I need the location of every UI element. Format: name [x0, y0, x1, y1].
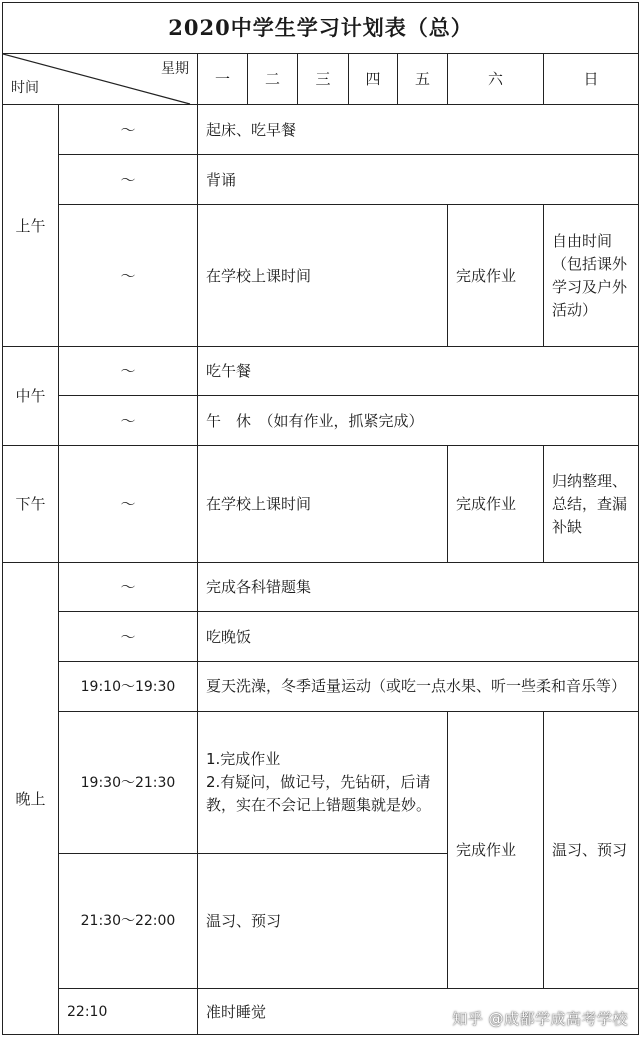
watermark: 知乎 @成都学成高考学校: [452, 1010, 628, 1028]
sun-evening: 温习、预习: [544, 712, 639, 989]
activity-bath: 夏天洗澡，冬季适量运动（或吃一点水果、听一些柔和音乐等）: [198, 662, 639, 712]
header-row: [3, 54, 639, 105]
time-range: ～: [59, 155, 198, 205]
activity-mistakes: 完成各科错题集: [198, 563, 639, 612]
table-row: [3, 662, 639, 712]
weekday-label: 星期: [161, 61, 189, 77]
sat-evening: 完成作业: [448, 712, 544, 989]
time-range: ～: [59, 347, 198, 396]
sun-school-am: 自由时间（包括课外学习及户外活动）: [544, 205, 639, 347]
table-row: [3, 105, 639, 155]
table-title: 2020中学生学习计划表（总）: [3, 3, 639, 54]
table-row: [3, 712, 639, 854]
table-row: [3, 563, 639, 612]
table-row: [3, 612, 639, 662]
sat-school-pm: 完成作业: [448, 446, 544, 563]
day-wed: 三: [298, 54, 349, 105]
day-sat: 六: [448, 54, 544, 105]
table-row: [3, 446, 639, 563]
sat-school-am: 完成作业: [448, 205, 544, 347]
day-thu: 四: [349, 54, 398, 105]
table-row: [3, 205, 639, 347]
activity-homework: [198, 712, 448, 854]
time-range: ～: [59, 612, 198, 662]
homework-step-1: 1.完成作业: [206, 750, 281, 768]
time-range: 22:10: [59, 989, 198, 1035]
period-evening: 晚上: [3, 563, 59, 1035]
activity-review: 温习、预习: [198, 854, 448, 989]
time-label: 时间: [11, 80, 39, 96]
homework-step-2: 2.有疑问，做记号，先钻研，后请教，实在不会记上错题集就是妙。: [206, 773, 432, 814]
period-afternoon: 下午: [3, 446, 59, 563]
table-row: [3, 347, 639, 396]
day-mon: 一: [198, 54, 248, 105]
day-fri: 五: [398, 54, 448, 105]
time-range: ～: [59, 563, 198, 612]
table-row: [3, 155, 639, 205]
time-range: ～: [59, 446, 198, 563]
sun-school-pm: 归纳整理、总结，查漏补缺: [544, 446, 639, 563]
day-tue: 二: [248, 54, 298, 105]
day-sun: 日: [544, 54, 639, 105]
time-range: 21:30～22:00: [59, 854, 198, 989]
activity-recite: 背诵: [198, 155, 639, 205]
activity-school-am: 在学校上课时间: [198, 205, 448, 347]
activity-sleep: 准时睡觉: [198, 989, 639, 1035]
activity-lunch: 吃午餐: [198, 347, 639, 396]
time-range: 19:10～19:30: [59, 662, 198, 712]
schedule-table: [2, 2, 639, 1035]
table-row: [3, 396, 639, 446]
schedule-frame: [2, 2, 638, 1034]
time-range: ～: [59, 205, 198, 347]
time-range: ～: [59, 105, 198, 155]
activity-nap: 午 休 （如有作业，抓紧完成）: [198, 396, 639, 446]
period-morning: 上午: [3, 105, 59, 347]
activity-wake: 起床、吃早餐: [198, 105, 639, 155]
activity-school-pm: 在学校上课时间: [198, 446, 448, 563]
activity-dinner: 吃晚饭: [198, 612, 639, 662]
time-range: ～: [59, 396, 198, 446]
time-range: 19:30～21:30: [59, 712, 198, 854]
period-noon: 中午: [3, 347, 59, 446]
corner-cell: [3, 54, 198, 105]
